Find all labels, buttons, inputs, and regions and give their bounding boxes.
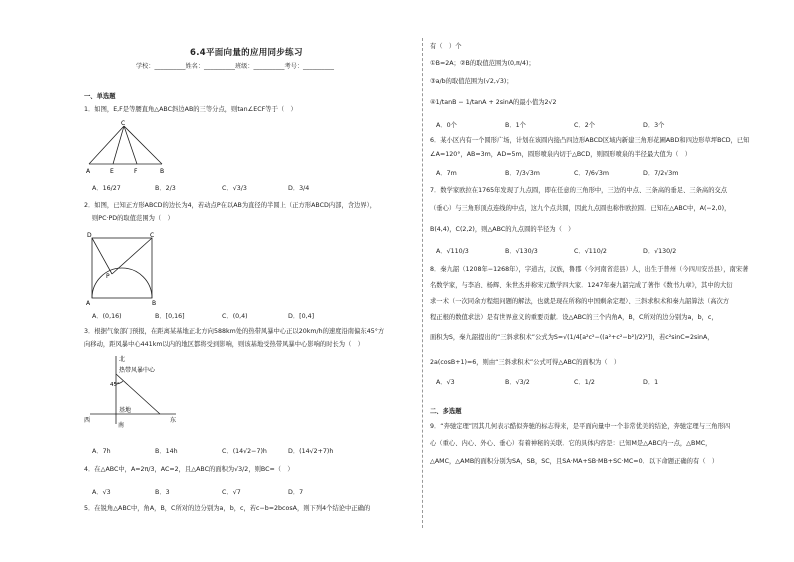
- question-9-line2: 心（重心、内心、外心、垂心）有着神秘的关联．它的具体内容是：已知M是△ABC内一点，△BMC，: [430, 440, 712, 447]
- question-5: 5．在锐角△ABC中，角A，B，C所对的边分别为a，b，c，若c−b=2bcosA，则下列4个结论中正确的: [84, 505, 371, 512]
- q2-label-a: A: [86, 300, 91, 306]
- question-4: 4．在△ABC中，A=2π/3，AC=2，且△ABC的面积为√3/2，则BC=（ ）: [84, 466, 294, 473]
- q1-line-cf: [124, 126, 137, 164]
- q2-label-c: C: [150, 232, 155, 239]
- q5-option-c: C．2个: [574, 122, 595, 129]
- question-9-line1: 9．“奔驰定理”因其几何表示酷似奔驰的标志得来，是平面向量中一个非常优美的结论，奔驰定理与三角形四: [430, 423, 731, 430]
- q2-line-pd: [92, 238, 112, 274]
- question-8-line5: 面积为S，秦九韶提出的“三斜求积术”公式为S=√(1/4[a²c²−((a²+c²−b²)/2)²])，若c²sinC=2sinA，: [430, 334, 714, 341]
- q2-option-c: C．(0,4): [222, 313, 248, 320]
- q2-semicircle: [92, 268, 152, 298]
- question-8-line2: 名数学家，与李冶、杨辉、朱世杰并称宋元数学四大家．1247年秦九韶完成了著作《数书九章》，其中的大衍: [430, 282, 733, 289]
- q1-option-a: A．16/27: [92, 185, 121, 192]
- q5-option-b: B．1个: [505, 122, 526, 129]
- q3-label-east: 东: [170, 417, 177, 424]
- q4-option-b: B．3: [155, 489, 170, 496]
- question-7-line1: 7．数学家欧拉在1765年发现了九点圆，即在任意的三角形中，三边的中点、三条高的垂足、三条高的交点: [430, 187, 728, 194]
- question-8-line3: 求一术（一次同余方程组问题的解法，也就是现在所称的中国剩余定理）、三斜求积术和秦九韶算法（高次方: [430, 298, 730, 305]
- q1-figure: [86, 118, 174, 178]
- q7-option-b: B．√130/3: [505, 248, 538, 255]
- q7-option-d: D．√130/2: [643, 248, 677, 255]
- section-single-choice: 一、单选题: [84, 93, 116, 100]
- column-divider: [422, 38, 423, 528]
- question-3-line2: 向移动，距风暴中心441km以内的地区都将受到影响，则该基地受热带风暴中心影响的时长为（ ）: [84, 341, 364, 348]
- q3-option-c: C．(14√2−7)h: [222, 448, 267, 455]
- question-9-line3: △AMC，△AMB的面积分别为SA，SB，SC，且SA·MA+SB·MB+SC·MC=0．以下命题正确的有（ ）: [430, 458, 719, 465]
- q2-label-d: D: [87, 232, 92, 239]
- q8-option-a: A．√3: [436, 379, 455, 386]
- q1-option-d: D．3/4: [288, 185, 310, 192]
- q2-option-b: B．[0,16]: [155, 313, 185, 320]
- question-8-line1: 8．秦九韶（1208年−1268年），字道古，汉族，鲁郡（今河南省范县）人，出生于普州（今四川安岳县），南宋著: [430, 266, 749, 273]
- q3-option-d: D．(14√2+7)h: [288, 448, 334, 455]
- q3-label-west: 西: [84, 417, 91, 424]
- question-7-line3: B(4,4)，C(2,2)，则△ABC的九点圆的半径为（ ）: [430, 226, 575, 233]
- question-2-line2: 则PC·PD的取值范围为（ ）: [92, 215, 174, 222]
- q3-figure: [84, 352, 184, 428]
- q3-option-b: B．14h: [155, 448, 178, 455]
- q2-line-pc: [112, 238, 152, 274]
- q6-option-c: C．7/6√3m: [574, 170, 609, 177]
- q4-option-c: C．√7: [222, 489, 241, 496]
- document-title: 6.4平面向量的应用同步练习: [190, 48, 303, 58]
- q2-figure: [84, 228, 162, 306]
- question-6-line2: ∠A=120°，AB=3m，AD=5m，圆形喷泉内切于△BCD，则圆形喷泉的半径最大值为（ ）: [430, 151, 692, 158]
- q4-option-a: A．√3: [92, 489, 111, 496]
- q7-option-a: A．√110/3: [436, 248, 469, 255]
- q1-line-cb: [124, 126, 162, 164]
- q1-option-b: B．2/3: [155, 185, 176, 192]
- q5-option-a: A．0个: [436, 122, 457, 129]
- question-3-line1: 3．根据气象部门预报，在距离某基地正北方向588km处的热带风暴中心正以20km/h的速度沿南偏东45°方: [84, 328, 385, 335]
- question-1: 1．如图，E,F是等腰直角△ABC斜边AB的三等分点，则tan∠ECF等于（ ）: [84, 106, 297, 113]
- q5-statement-4: ④1/tanB − 1/tanA + 2sinA的最小值为2√2: [430, 99, 557, 106]
- q5-statement-3: ③a/b的取值范围为(√2,√3)；: [430, 78, 513, 85]
- q2-label-b: B: [152, 300, 157, 306]
- question-2-line1: 2．如图，已知正方形ABCD的边长为4，若动点P在以AB为直径的半圆上（正方形ABCD内部，含边界），: [84, 202, 377, 209]
- q2-label-p: P: [106, 273, 110, 280]
- q6-option-d: D．7/2√3m: [643, 170, 679, 177]
- q3-label-angle: 45°: [110, 382, 120, 388]
- q2-option-d: D．[0,4]: [288, 313, 315, 320]
- q1-label-f: F: [134, 168, 138, 175]
- q3-label-south: 南: [118, 422, 125, 428]
- q3-label-storm-center: 热带风暴中心: [119, 367, 156, 374]
- q1-label-c: C: [121, 120, 126, 127]
- q7-option-c: C．√110/2: [574, 248, 607, 255]
- question-6-line1: 6．某小区内有一个圆形广场，计划在该圆内接凸四边形ABCD区域内新建三角形花圃ABD和四边形草坪BCD，已知: [430, 137, 750, 144]
- q3-option-a: A．7h: [92, 448, 111, 455]
- q5-continued: 有（ ）个: [430, 43, 462, 50]
- q6-option-a: A．7m: [436, 170, 457, 177]
- q1-option-c: C．√3/3: [222, 185, 247, 192]
- q8-option-d: D．1: [643, 379, 659, 386]
- q3-label-base: 基地: [119, 407, 132, 414]
- student-info-line: 学校：__________姓名：__________班级：__________考号：__________: [136, 63, 334, 70]
- q4-option-d: D．7: [288, 489, 304, 496]
- q2-option-a: A．(0,16): [92, 313, 122, 320]
- q5-option-d: D．3个: [643, 122, 665, 129]
- q8-option-c: C．1/2: [574, 379, 595, 386]
- question-8-line4: 程正根的数值求法）是有世界意义的重要贡献．设△ABC的三个内角A，B，C所对的边分别为a，b，c，: [430, 314, 718, 321]
- q1-label-e: E: [110, 168, 114, 175]
- q3-label-north: 北: [119, 356, 126, 363]
- q1-label-a: A: [86, 168, 91, 175]
- section-multiple-choice: 二、多选题: [430, 408, 462, 415]
- question-8-line6: 2a(cosB+1)=6，则由“三斜求积术”公式可得△ABC的面积为（ ）: [430, 359, 621, 366]
- q8-option-b: B．√3/2: [505, 379, 530, 386]
- question-7-line2: （垂心）与三角形顶点连线的中点，这九个点共圆，因此九点圆也称作欧拉圆．已知在△ABC中，A(−2,0)，: [430, 205, 731, 212]
- q1-label-b: B: [160, 168, 165, 175]
- q5-statement-1-2: ①B=2A；②B的取值范围为(0,π/4)；: [430, 60, 535, 67]
- q6-option-b: B．7/3√3m: [505, 170, 540, 177]
